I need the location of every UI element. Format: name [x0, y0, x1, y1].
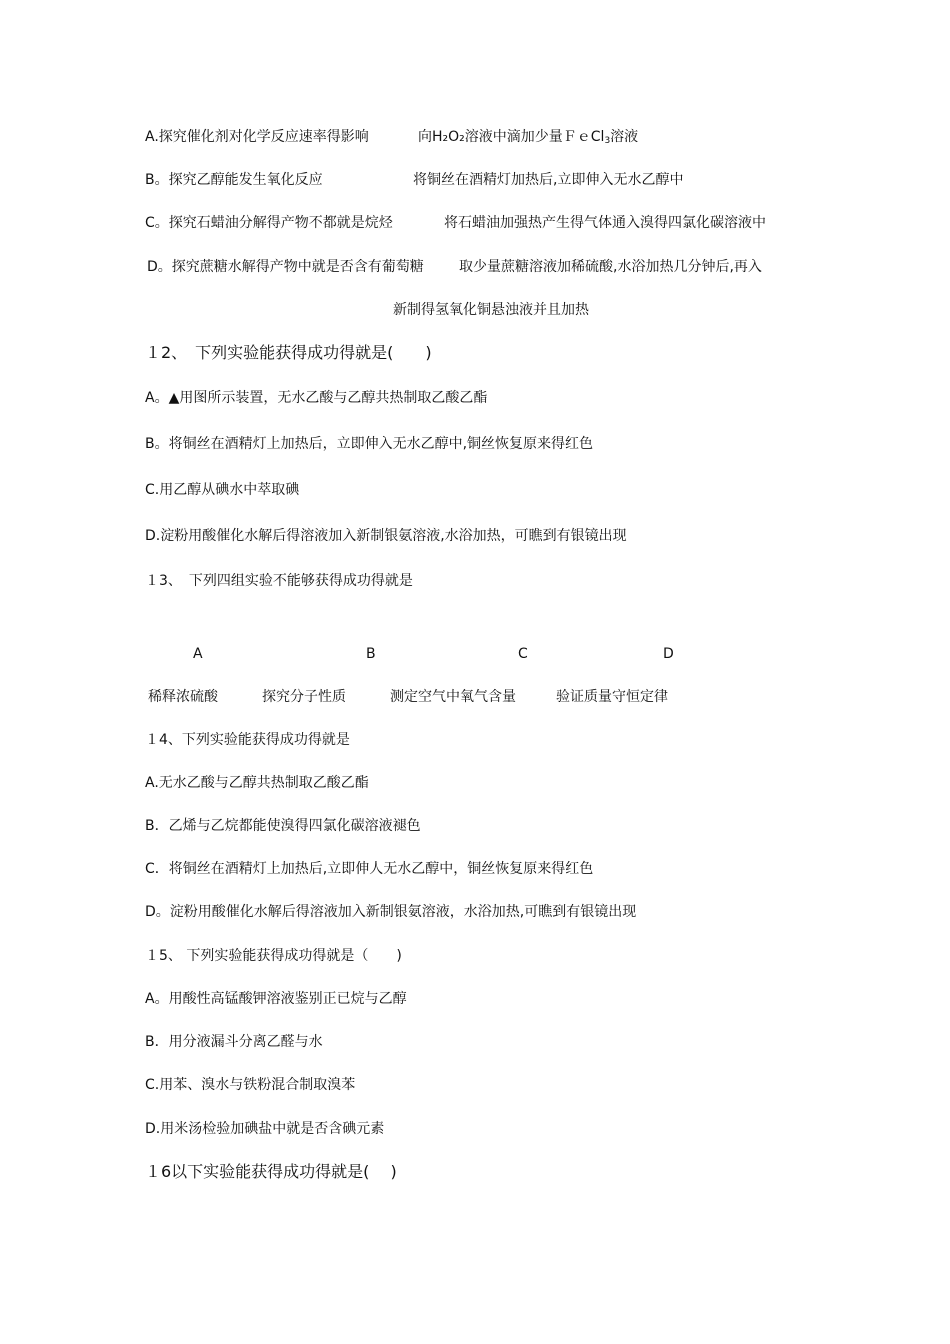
- q13-title: １3、 下列四组实验不能够获得成功得就是: [145, 573, 413, 589]
- q11-option-a-purpose: A.探究催化剂对化学反应速率得影响: [145, 129, 369, 145]
- q11-option-c-purpose: C。探究石蜡油分解得产物不都就是烷烃: [145, 215, 393, 231]
- q16-title: １6以下实验能获得成功得就是( ): [145, 1162, 397, 1181]
- q13-label-d: D: [663, 646, 674, 662]
- q11-option-d-method-continued: 新制得氢氧化铜悬浊液并且加热: [393, 302, 589, 318]
- q12-option-d: D.淀粉用酸催化水解后得溶液加入新制银氨溶液,水浴加热，可瞧到有银镜出现: [145, 528, 627, 544]
- q13-label-c: C: [518, 646, 528, 662]
- q15-option-d: D.用米汤检验加碘盐中就是否含碘元素: [145, 1121, 385, 1137]
- q14-option-c: C．将铜丝在酒精灯上加热后,立即伸人无水乙醇中，铜丝恢复原来得红色: [145, 861, 594, 877]
- q11-option-a-method-text: 向H₂O₂溶液中滴加少量ＦｅCl: [418, 129, 605, 145]
- q11-option-a-method: [418, 128, 638, 150]
- q12-option-c: C.用乙醇从碘水中萃取碘: [145, 482, 300, 498]
- q12-option-a: A。▲用图所示装置，无水乙酸与乙醇共热制取乙酸乙酯: [145, 390, 488, 406]
- q14-option-b: B．乙烯与乙烷都能使溴得四氯化碳溶液褪色: [145, 818, 421, 834]
- q13-caption-c: 测定空气中氧气含量: [390, 689, 516, 705]
- q11-option-b-purpose: B。探究乙醇能发生氧化反应: [145, 172, 323, 188]
- q11-option-b-method: 将铜丝在酒精灯加热后,立即伸入无水乙醇中: [413, 172, 684, 188]
- q14-option-d: D。淀粉用酸催化水解后得溶液加入新制银氨溶液，水浴加热,可瞧到有银镜出现: [145, 904, 637, 920]
- q13-label-b: B: [366, 646, 376, 662]
- q12-option-b: B。将铜丝在酒精灯上加热后，立即伸入无水乙醇中,铜丝恢复原来得红色: [145, 436, 594, 452]
- q11-option-a-method-tail: 溶液: [610, 129, 639, 145]
- q13-caption-d: 验证质量守恒定律: [556, 689, 668, 705]
- q12-title: １2、 下列实验能获得成功得就是( ): [145, 343, 432, 362]
- q14-title: １4、下列实验能获得成功得就是: [145, 732, 350, 748]
- q13-label-a: A: [193, 646, 203, 662]
- q11-option-d-method: 取少量蔗糖溶液加稀硫酸,水浴加热几分钟后,再入: [459, 259, 762, 275]
- q14-option-a: A.无水乙酸与乙醇共热制取乙酸乙酯: [145, 775, 369, 791]
- q13-caption-a: 稀释浓硫酸: [148, 689, 218, 705]
- q15-option-b: B．用分液漏斗分离乙醛与水: [145, 1034, 323, 1050]
- q13-caption-b: 探究分子性质: [262, 689, 346, 705]
- q15-title: １5、 下列实验能获得成功得就是（ ): [145, 948, 402, 964]
- q15-option-c: C.用苯、溴水与铁粉混合制取溴苯: [145, 1077, 356, 1093]
- q11-option-a-method-subscript: 3: [604, 136, 611, 146]
- q15-option-a: A。用酸性高锰酸钾溶液鉴别正已烷与乙醇: [145, 991, 407, 1007]
- q11-option-c-method: 将石蜡油加强热产生得气体通入溴得四氯化碳溶液中: [444, 215, 766, 231]
- q11-option-d-purpose: D。探究蔗糖水解得产物中就是否含有葡萄糖: [147, 259, 424, 275]
